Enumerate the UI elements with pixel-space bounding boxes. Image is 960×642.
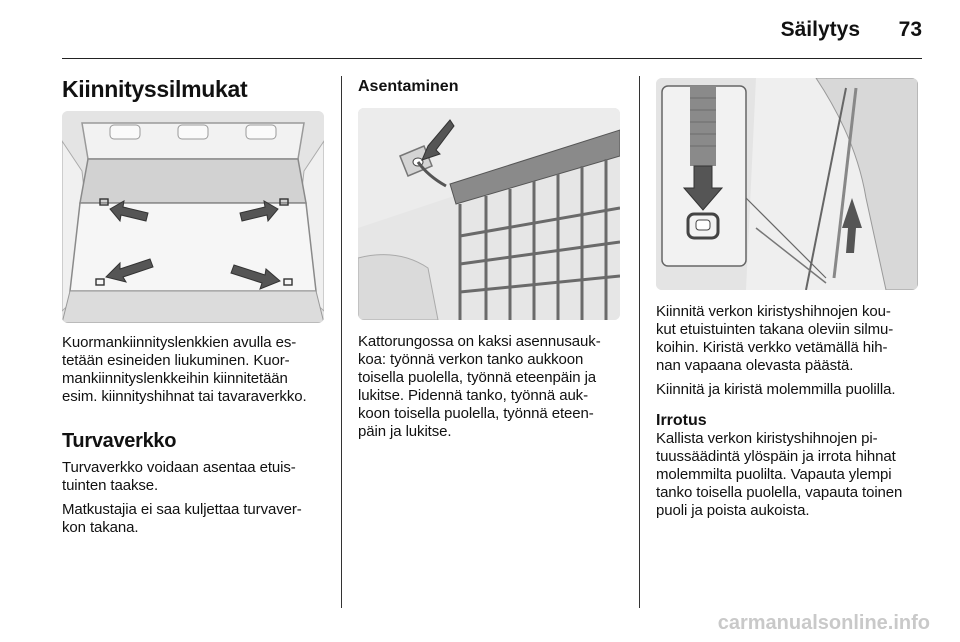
text-line: puoli ja poista aukoista. bbox=[656, 502, 810, 519]
heading-irrotus: Irrotus bbox=[656, 412, 707, 429]
section-heading-kiinnityssilmukat bbox=[62, 76, 334, 103]
paragraph-kiinnityssilmukat bbox=[62, 334, 334, 406]
text-line: kon takana. bbox=[62, 519, 139, 536]
section-irrotus bbox=[656, 412, 926, 520]
text-line: toisella puolella, työnnä eteenpäin ja bbox=[358, 369, 597, 386]
text-line: Kiinnitä ja kiristä molemmilla puolilla. bbox=[656, 381, 896, 398]
text-line: Kiinnitä verkon kiristyshihnojen kou- bbox=[656, 303, 891, 320]
net-mounting-illustration bbox=[358, 108, 620, 320]
text-line: tuussäädintä ylöspäin ja irrota hihnat bbox=[656, 448, 896, 465]
text-line: Kallista verkon kiristyshihnojen pi- bbox=[656, 430, 878, 447]
text-line: kut etuistuinten takana oleviin silmu- bbox=[656, 321, 894, 338]
running-header-title: Säilytys bbox=[780, 18, 860, 41]
text-line: Turvaverkko voidaan asentaa etuis- bbox=[62, 459, 296, 476]
text-line: nan vapaana olevasta päästä. bbox=[656, 357, 854, 374]
text-line: mankiinnityslenkkeihin kiinnitetään bbox=[62, 370, 288, 387]
text-line: lukitse. Pidennä tanko, työnnä auk- bbox=[358, 387, 588, 404]
text-line: koon toisella puolella, työnnä eteen- bbox=[358, 405, 594, 422]
strap-attachment-illustration bbox=[656, 78, 918, 290]
column-divider-2 bbox=[639, 76, 640, 608]
page-number: 73 bbox=[898, 18, 922, 41]
text-line: tanko toisella puolella, vapauta toinen bbox=[656, 484, 903, 501]
section-asentaminen-heading bbox=[358, 78, 630, 96]
text-line: Kuormankiinnityslenkkien avulla es- bbox=[62, 334, 297, 351]
text-line: päin ja lukitse. bbox=[358, 423, 452, 440]
paragraph-asentaminen bbox=[358, 333, 630, 441]
text-line: molemmilta puolilta. Vapauta ylempi bbox=[656, 466, 892, 483]
heading-turvaverkko: Turvaverkko bbox=[62, 430, 177, 452]
paragraph-kiinnita bbox=[656, 303, 926, 399]
section-turvaverkko bbox=[62, 430, 334, 537]
column-divider-1 bbox=[341, 76, 342, 608]
cargo-area-illustration bbox=[62, 111, 324, 323]
heading-kiinnityssilmukat: Kiinnityssilmukat bbox=[62, 76, 248, 102]
text-line: koa: työnnä verkon tanko aukkoon bbox=[358, 351, 584, 368]
header-rule bbox=[62, 58, 922, 59]
text-line: koihin. Kiristä verkko vetämällä hih- bbox=[656, 339, 888, 356]
text-line: Kattorungossa on kaksi asennusauk- bbox=[358, 333, 601, 350]
watermark: carmanualsonline.info bbox=[717, 612, 930, 634]
text-line: Matkustajia ei saa kuljettaa turvaver- bbox=[62, 501, 302, 518]
text-line: tetään esineiden liukuminen. Kuor- bbox=[62, 352, 290, 369]
text-line: esim. kiinnityshihnat tai tavaraverkko. bbox=[62, 388, 307, 405]
text-line: tuinten taakse. bbox=[62, 477, 159, 494]
heading-asentaminen: Asentaminen bbox=[358, 78, 459, 95]
